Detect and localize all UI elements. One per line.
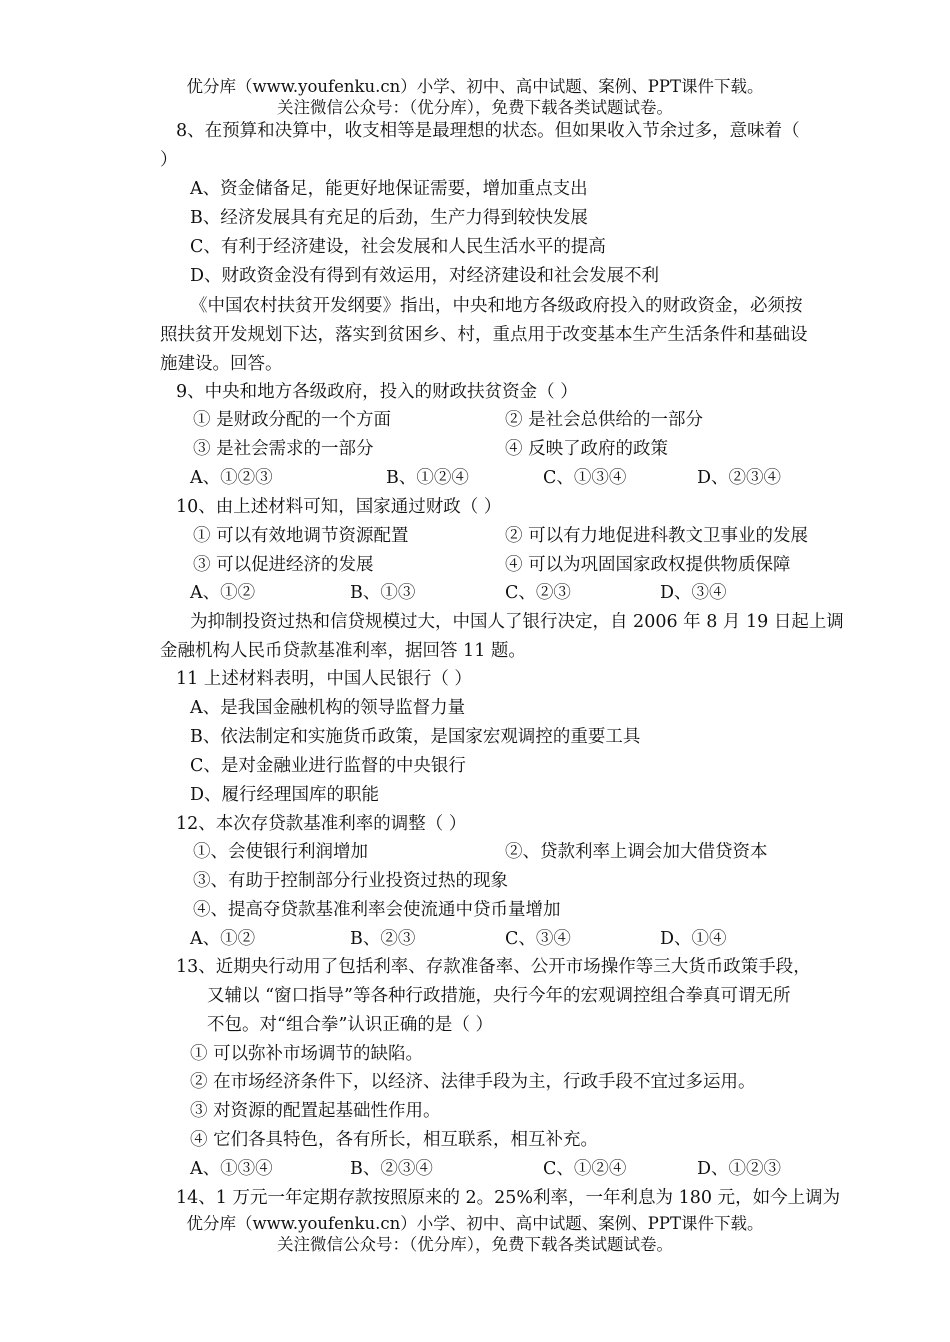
footer-line-2: 关注微信公众号：（优分库），免费下载各类试题试卷。 [277,1235,673,1254]
q8-stem-line-1: 8、在预算和决算中，收支相等是最理想的状态。但如果收入节余过多，意味着（ [176,121,800,141]
q10-choice-d: D、③④ [660,583,727,603]
q12-stem: 12、本次存贷款基准利率的调整（ ） [176,814,467,834]
q13-item-2: ② 在市场经济条件下，以经济、法律手段为主，行政手段不宜过多运用。 [190,1072,756,1092]
q8-option-b: B、经济发展具有充足的后劲，生产力得到较快发展 [190,208,588,228]
q9-item-2: ② 是社会总供给的一部分 [505,410,704,430]
q10-item-1: ① 可以有效地调节资源配置 [193,526,409,546]
q11-option-d: D、履行经理国库的职能 [190,785,380,805]
q11-stem: 11 上述材料表明，中国人民银行（ ） [176,669,472,689]
q13-item-4: ④ 它们各具特色，各有所长，相互联系，相互补充。 [190,1130,599,1150]
q8-stem-line-2: ） [160,150,178,170]
q11-option-c: C、是对金融业进行监督的中央银行 [190,756,466,776]
q10-item-4: ④ 可以为巩固国家政权提供物质保障 [505,555,791,575]
q8-option-d: D、财政资金没有得到有效运用，对经济建设和社会发展不利 [190,266,660,286]
q9-choice-a: A、①②③ [190,468,273,488]
q13-item-1: ① 可以弥补市场调节的缺陷。 [190,1044,424,1064]
q9-item-3: ③ 是社会需求的一部分 [193,439,374,459]
material-1-line-3: 施建设。回答。 [160,354,283,374]
q9-stem: 9、中央和地方各级政府，投入的财政扶贫资金（ ） [176,382,578,402]
material-1-line-2: 照扶贫开发规划下达，落实到贫困乡、村，重点用于改变基本生产生活条件和基础设 [160,325,808,345]
material-1-line-1: 《中国农村扶贫开发纲要》指出，中央和地方各级政府投入的财政资金，必须按 [190,296,803,316]
q13-item-3: ③ 对资源的配置起基础性作用。 [190,1101,441,1121]
q14-stem-line-1: 14、1 万元一年定期存款按照原来的 2。25%利率，一年利息为 180 元，如今上调为 [176,1188,841,1208]
q11-option-a: A、是我国金融机构的领导监督力量 [190,698,466,718]
q12-item-1: ①、会使银行利润增加 [193,842,368,862]
q9-item-1: ① 是财政分配的一个方面 [193,410,392,430]
q13-choice-b: B、②③④ [350,1159,433,1179]
q11-option-b: B、依法制定和实施货币政策，是国家宏观调控的重要工具 [190,727,641,747]
material-2-line-1: 为抑制投资过热和信贷规模过大，中国人了银行决定，自 2006 年 8 月 19 日起上调 [190,612,844,632]
footer-line-1: 优分库（www.youfenku.cn）小学、初中、高中试题、案例、PPT课件下载。 [186,1214,764,1233]
q12-choice-d: D、①④ [660,929,727,949]
q10-choice-a: A、①② [190,583,256,603]
q10-stem: 10、由上述材料可知，国家通过财政（ ） [176,497,502,517]
q10-item-2: ② 可以有力地促进科教文卫事业的发展 [505,526,809,546]
q8-option-a: A、资金储备足，能更好地保证需要，增加重点支出 [190,179,588,199]
q12-item-2: ②、贷款利率上调会加大借贷资本 [505,842,768,862]
q13-choice-c: C、①②④ [543,1159,627,1179]
q13-stem-line-2: 又辅以 “窗口指导”等各种行政措施，央行今年的宏观调控组合拳真可谓无所 [207,986,791,1006]
q10-choice-b: B、①③ [350,583,416,603]
q13-choice-d: D、①②③ [697,1159,782,1179]
header-line-2: 关注微信公众号：（优分库），免费下载各类试题试卷。 [277,98,673,117]
header-line-1: 优分库（www.youfenku.cn）小学、初中、高中试题、案例、PPT课件下载。 [186,77,764,96]
q13-choice-a: A、①③④ [190,1159,273,1179]
q9-item-4: ④ 反映了政府的政策 [505,439,669,459]
q8-option-c: C、有利于经济建设，社会发展和人民生活水平的提高 [190,237,606,257]
q10-item-3: ③ 可以促进经济的发展 [193,555,374,575]
q12-choice-a: A、①② [190,929,256,949]
q9-choice-d: D、②③④ [697,468,782,488]
q12-item-4: ④、提高夺贷款基准利率会使流通中贷币量增加 [193,900,561,920]
q12-choice-c: C、③④ [505,929,571,949]
q10-choice-c: C、②③ [505,583,571,603]
q12-item-3: ③、有助于控制部分行业投资过热的现象 [193,871,508,891]
q13-stem-line-3: 不包。对“组合拳”认识正确的是（ ） [207,1015,493,1035]
q9-choice-b: B、①②④ [386,468,469,488]
q9-choice-c: C、①③④ [543,468,627,488]
q12-choice-b: B、②③ [350,929,416,949]
q13-stem-line-1: 13、近期央行动用了包括利率、存款准备率、公开市场操作等三大货币政策手段， [176,957,811,977]
material-2-line-2: 金融机构人民币贷款基准利率，据回答 11 题。 [160,641,526,661]
